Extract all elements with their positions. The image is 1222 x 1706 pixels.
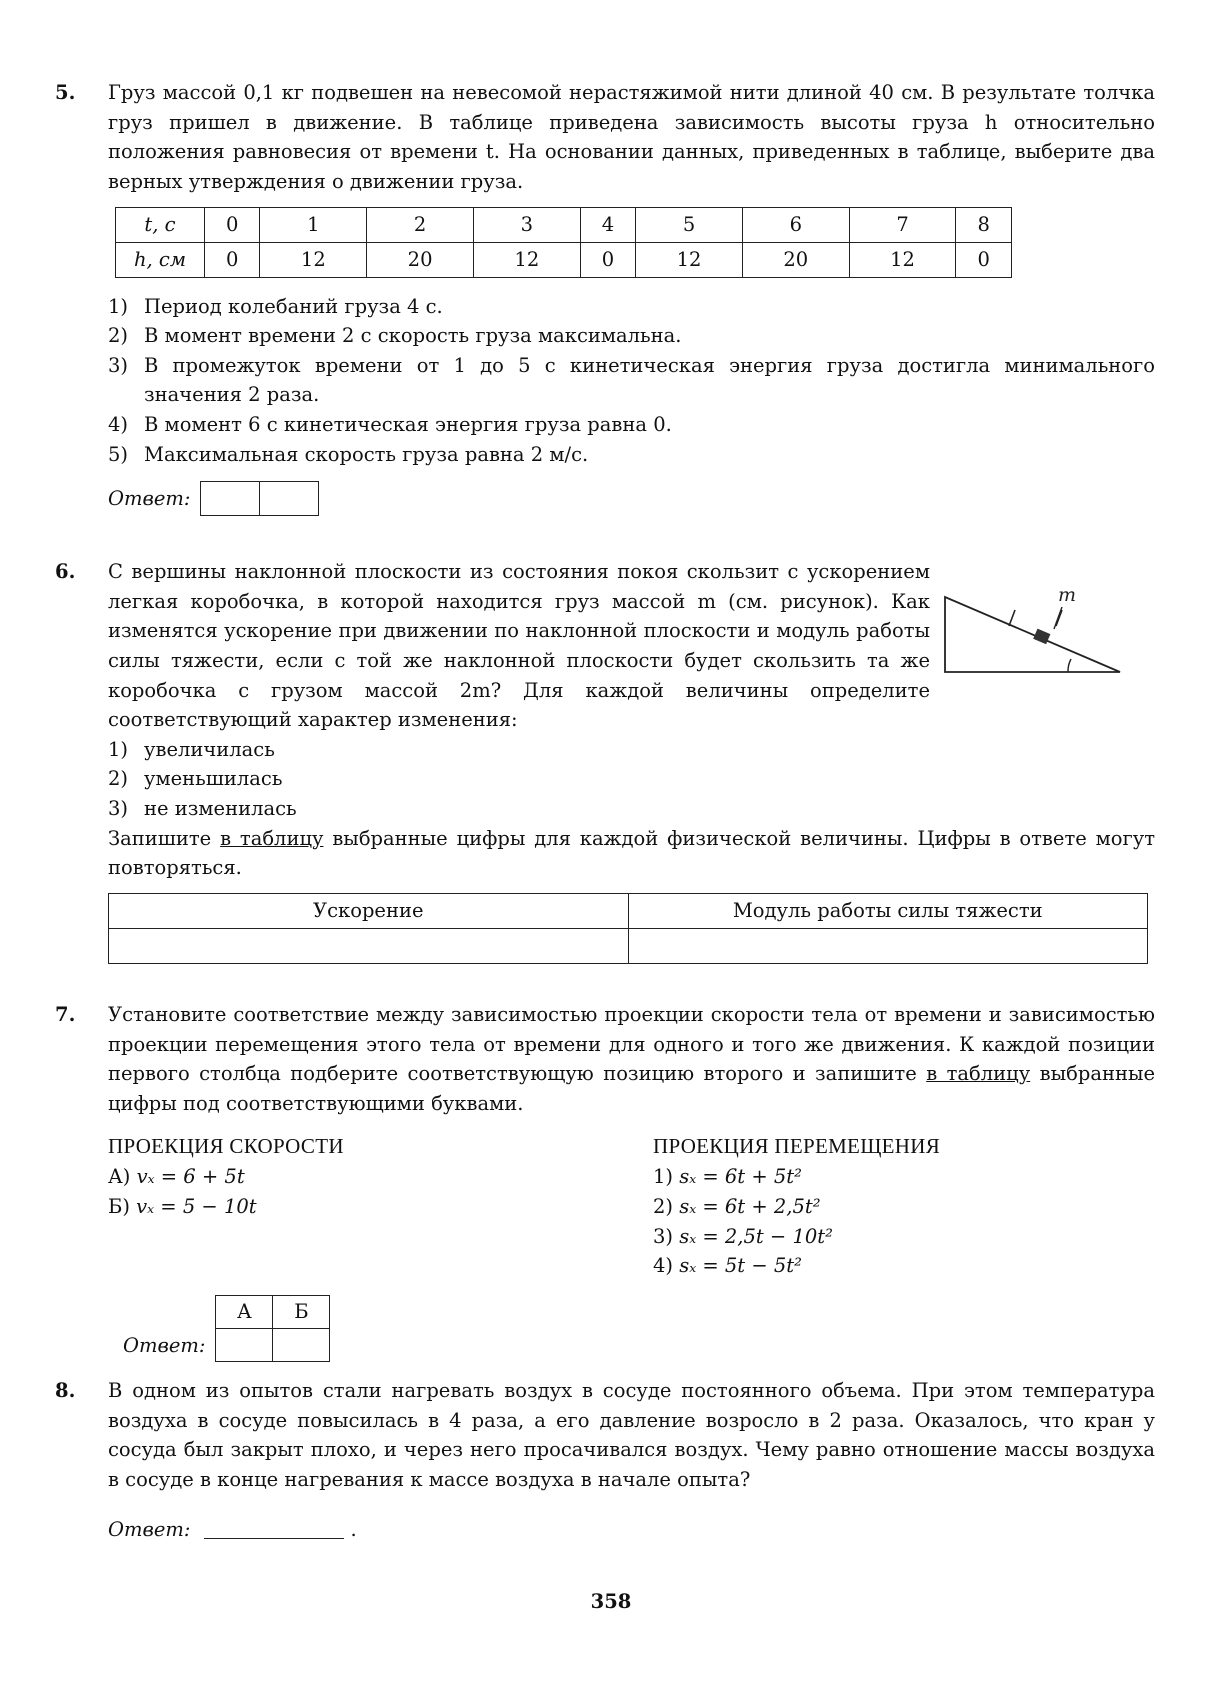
change-options xyxy=(108,735,1155,824)
table-cell: 20 xyxy=(367,242,474,277)
table-row xyxy=(109,928,1148,963)
list-item: 2) sₓ = 6t + 2,5t² xyxy=(653,1195,821,1219)
table-cell: 20 xyxy=(742,242,849,277)
displacement-column xyxy=(653,1131,940,1281)
task-number: 6. xyxy=(55,560,76,583)
column-header-b: Б xyxy=(273,1295,330,1328)
answer-cell[interactable] xyxy=(628,928,1148,963)
table-cell: 3 xyxy=(473,207,580,242)
table-cell: 12 xyxy=(473,242,580,277)
instruction-text: Запишите в таблицу выбранные цифры для каждой физической величины. Цифры в ответе могут повторяться. xyxy=(108,826,1156,880)
table-row xyxy=(216,1295,330,1328)
table-cell: 1 xyxy=(260,207,367,242)
answer-row xyxy=(108,481,1155,516)
answer-row xyxy=(108,1515,1155,1545)
table-cell: 12 xyxy=(636,242,743,277)
table-header-cell: h, см xyxy=(116,242,205,277)
table-cell: 0 xyxy=(580,242,635,277)
task-7 xyxy=(55,1000,1155,1362)
column-header-acceleration: Ускорение xyxy=(109,893,629,928)
table-cell: 0 xyxy=(205,242,260,277)
task-text: В одном из опытов стали нагревать воздух в сосуде постоянного объема. При этом температура воздуха в сосуде повысилась в 4 раза, а его давление возросло в 2 раза. Оказалось, что кран у сосуда был закрыт плохо, и через него просачивался воздух. Чему равно отношение массы воздуха в сосуде в конце нагревания к массе воздуха в начале опыта? xyxy=(108,1379,1155,1491)
table-cell: 0 xyxy=(205,207,260,242)
list-item: 3) В промежуток времени от 1 до 5 с кинетическая энергия груза достигла минимального значения 2 раза. xyxy=(108,353,1155,407)
column-heading: ПРОЕКЦИЯ ПЕРЕМЕЩЕНИЯ xyxy=(653,1133,941,1158)
list-item: 4) В момент 6 с кинетическая энергия груза равна 0. xyxy=(108,413,672,436)
answer-cell[interactable] xyxy=(260,482,319,516)
table-row xyxy=(116,242,1012,277)
answer-cell[interactable] xyxy=(216,1328,273,1361)
answer-label: Ответ: xyxy=(108,1517,191,1541)
table-cell: 0 xyxy=(956,242,1012,277)
task-text: С вершины наклонной плоскости из состояния покоя скользит с ускорением легкая коробочка, в которой находится груз массой m (см. рисунок). Как изменятся ускорение при движении по наклонной плоскости и модуль работы силы тяжести, если с той же наклонной плоскости будет скользить та же коробочка с грузом массой 2m? Для каждой величины определите соответствующий характер изменения: xyxy=(108,560,930,732)
task-number: 5. xyxy=(55,81,76,104)
answer-period: . xyxy=(350,1517,357,1541)
list-item: 2) уменьшилась xyxy=(108,767,283,791)
answer-table-ab xyxy=(215,1295,330,1362)
table-cell: 7 xyxy=(849,207,956,242)
answer-cell[interactable] xyxy=(273,1328,330,1361)
list-item: 3) sₓ = 2,5t − 10t² xyxy=(653,1224,833,1248)
answer-cell[interactable] xyxy=(109,928,629,963)
answer-label: Ответ: xyxy=(123,1333,206,1357)
list-item: 4) sₓ = 5t − 5t² xyxy=(653,1254,802,1278)
table-row xyxy=(216,1328,330,1361)
list-item: 1) увеличилась xyxy=(108,737,275,761)
answer-options xyxy=(108,292,1155,470)
list-item: 5) Максимальная скорость груза равна 2 м/с. xyxy=(108,442,589,466)
table-header-cell: t, с xyxy=(116,207,205,242)
table-row xyxy=(116,207,1012,242)
answer-table xyxy=(108,893,1148,964)
task-5 xyxy=(55,78,1155,516)
table-cell: 6 xyxy=(742,207,849,242)
answer-cell[interactable] xyxy=(201,482,260,516)
task-text: Установите соответствие между зависимостью проекции скорости тела от времени и зависимостью проекции перемещения этого тела от времени для одного и того же движения. К каждой позиции первого столбца подберите соответствующую позицию второго и запишите в таблицу выбранные цифры под соответствующими буквами. xyxy=(108,1003,1156,1115)
task-number: 8. xyxy=(55,1379,76,1402)
mass-label: m xyxy=(1058,584,1077,606)
task-8 xyxy=(55,1376,1155,1544)
table-cell: 8 xyxy=(956,207,1012,242)
table-cell: 4 xyxy=(580,207,635,242)
table-cell: 12 xyxy=(849,242,956,277)
answer-label: Ответ: xyxy=(108,486,191,510)
answer-row xyxy=(123,1295,1155,1362)
page-number: 358 xyxy=(590,1590,632,1613)
table-cell: 5 xyxy=(636,207,743,242)
velocity-column xyxy=(108,1131,653,1281)
list-item: 1) sₓ = 6t + 5t² xyxy=(653,1165,802,1189)
inclined-plane-figure xyxy=(940,579,1140,689)
list-item: 2) В момент времени 2 с скорость груза максимальна. xyxy=(108,324,682,348)
height-time-table xyxy=(115,207,1012,278)
task-number: 7. xyxy=(55,1003,76,1026)
table-cell: 2 xyxy=(367,207,474,242)
list-item: 3) не изменилась xyxy=(108,797,297,820)
matching-columns xyxy=(108,1131,1155,1281)
column-header-a: А xyxy=(216,1295,273,1328)
answer-line[interactable] xyxy=(204,1520,344,1539)
column-header-gravity-work: Модуль работы силы тяжести xyxy=(628,893,1148,928)
list-item: А) vₓ = 6 + 5t xyxy=(108,1165,245,1189)
table-row xyxy=(109,893,1148,928)
task-text: Груз массой 0,1 кг подвешен на невесомой нерастяжимой нити длиной 40 см. В результате толчка груз пришел в движение. В таблице приведена зависимость высоты груза h относительно положения равновесия от времени t. На основании данных, приведенных в таблице, выберите два верных утверждения о движении груза. xyxy=(108,81,1155,193)
column-heading: ПРОЕКЦИЯ СКОРОСТИ xyxy=(108,1133,344,1158)
table-cell: 12 xyxy=(260,242,367,277)
list-item: 1) Период колебаний груза 4 с. xyxy=(108,294,443,318)
list-item: Б) vₓ = 5 − 10t xyxy=(108,1195,257,1219)
answer-boxes[interactable] xyxy=(200,481,319,516)
task-6 xyxy=(55,557,1155,964)
